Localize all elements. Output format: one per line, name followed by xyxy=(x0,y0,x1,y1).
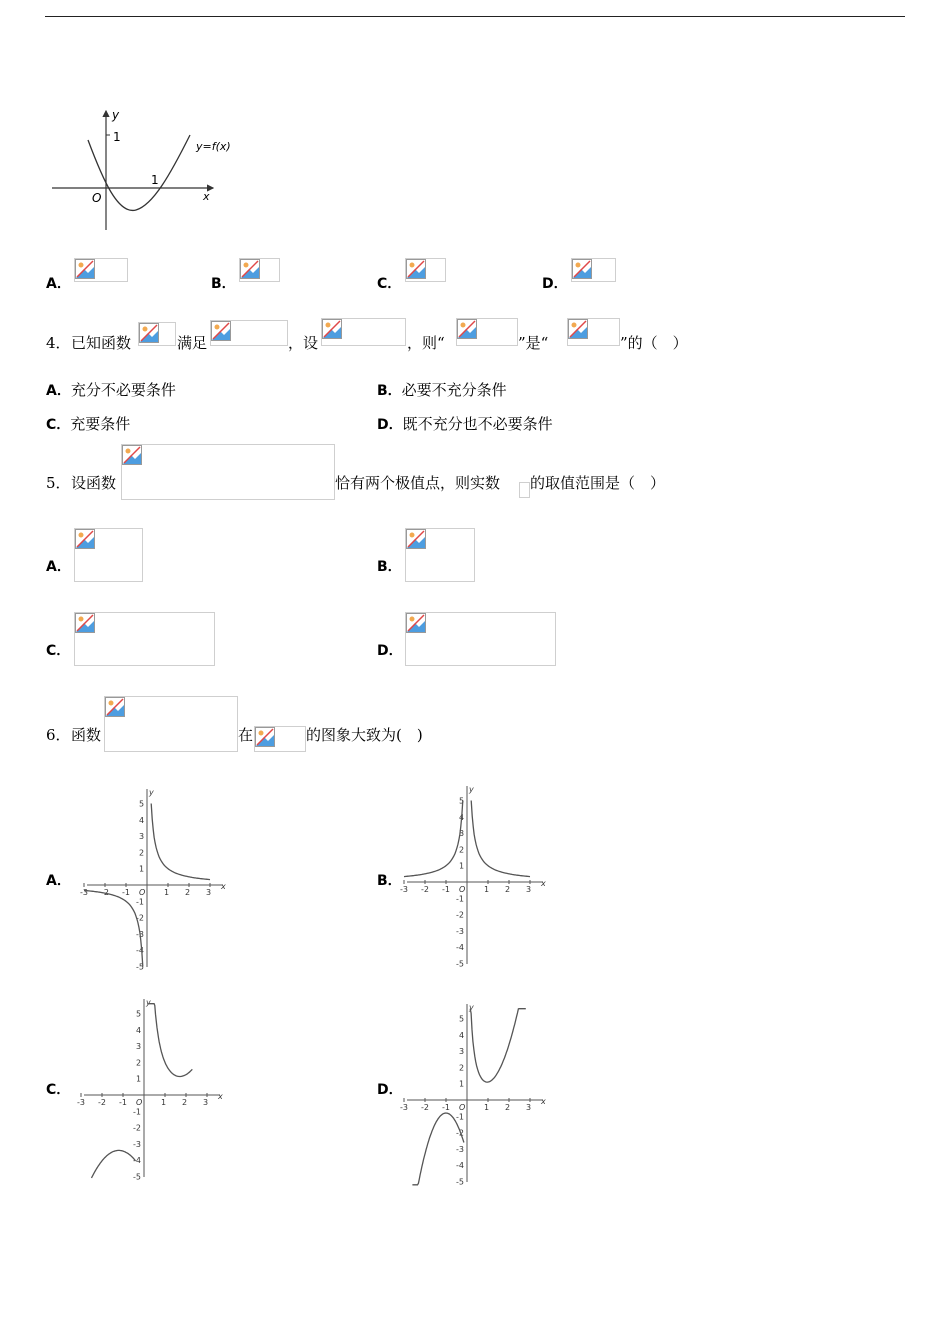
y-tick-label: 2 xyxy=(139,848,145,858)
x-tick-label: 2 xyxy=(185,888,191,897)
q6-option-a-label: A． xyxy=(46,873,71,889)
y-tick-label: -2 xyxy=(456,1128,464,1138)
y-axis-label: y xyxy=(469,1003,474,1012)
x-tick-label: -2 xyxy=(101,888,109,897)
x-tick-label: 1 xyxy=(164,888,170,897)
x-tick-label: -3 xyxy=(80,888,88,897)
y-tick-label: -5 xyxy=(136,962,144,972)
q5-option-c-label: C． xyxy=(46,643,71,659)
broken-image-icon xyxy=(406,259,426,279)
q5-formula-function xyxy=(121,444,335,500)
q3-option-d-label: D． xyxy=(542,276,568,292)
y-tick-label: -5 xyxy=(456,959,464,969)
figure-x-label: x xyxy=(203,190,210,203)
q4-text-6: ”的（ ） xyxy=(620,334,688,352)
y-tick-label: -3 xyxy=(456,926,464,936)
q5-option-a-image xyxy=(74,528,143,582)
q6-option-b-label: B． xyxy=(377,873,402,889)
x-tick-label: -1 xyxy=(122,888,130,897)
q6-formula-interval xyxy=(254,726,306,752)
y-tick-label: 5 xyxy=(459,796,465,806)
curve-branch xyxy=(148,1004,192,1077)
x-axis-label: x xyxy=(541,1097,546,1106)
y-tick-label: 1 xyxy=(136,1074,142,1084)
x-tick-label: 3 xyxy=(526,1103,532,1112)
q6-graph-c xyxy=(77,995,227,1182)
q4-formula-3 xyxy=(321,318,406,346)
y-tick-label: 4 xyxy=(459,1030,465,1040)
y-tick-label: 3 xyxy=(139,832,145,842)
y-tick-label: 5 xyxy=(136,1009,142,1019)
q6-number: 6． xyxy=(46,726,71,744)
q4-number: 4． xyxy=(46,334,71,352)
broken-image-icon xyxy=(105,697,125,717)
x-tick-label: -1 xyxy=(442,1103,450,1112)
origin-label: O xyxy=(459,1103,466,1112)
q5-option-b-label: B． xyxy=(377,559,402,575)
q5-text-1: 设函数 xyxy=(71,474,117,492)
broken-image-icon xyxy=(139,323,159,343)
x-tick-label: -2 xyxy=(98,1098,106,1107)
header-rule xyxy=(45,16,905,17)
q6-text-3: 的图象大致为( ) xyxy=(306,726,423,744)
origin-label: O xyxy=(139,888,146,897)
curve-branch xyxy=(151,804,210,880)
broken-image-icon xyxy=(406,529,426,549)
q6-formula-function xyxy=(104,696,238,752)
y-tick-label: -4 xyxy=(456,943,464,953)
broken-image-icon xyxy=(75,259,95,279)
q3-option-c-image xyxy=(405,258,446,282)
q4-formula-4 xyxy=(456,318,518,346)
q3-option-b-label: B． xyxy=(211,276,236,292)
y-tick-label: -4 xyxy=(456,1161,464,1171)
y-tick-label: 3 xyxy=(459,829,465,839)
q4-formula-1 xyxy=(138,322,176,346)
x-tick-label: 2 xyxy=(505,885,511,894)
y-tick-label: -5 xyxy=(133,1172,141,1182)
broken-image-icon xyxy=(211,321,231,341)
q4-option-b: B．必要不充分条件 xyxy=(377,381,507,399)
x-tick-label: -3 xyxy=(400,1103,408,1112)
broken-image-icon xyxy=(568,319,588,339)
q6-graph-b xyxy=(400,782,550,969)
x-tick-label: -3 xyxy=(77,1098,85,1107)
y-tick-label: -4 xyxy=(133,1156,141,1166)
figure-one-x: 1 xyxy=(151,173,159,187)
broken-image-icon xyxy=(322,319,342,339)
q6-option-d-label: D． xyxy=(377,1082,403,1098)
curve-branch xyxy=(84,888,146,966)
x-tick-label: 2 xyxy=(505,1103,511,1112)
q6-option-c-label: C． xyxy=(46,1082,71,1098)
y-axis-label: y xyxy=(146,998,151,1007)
y-axis-label: y xyxy=(149,788,154,797)
y-tick-label: 5 xyxy=(459,1014,465,1024)
y-tick-label: -1 xyxy=(456,1112,464,1122)
y-tick-label: -2 xyxy=(136,913,144,923)
x-tick-label: -2 xyxy=(421,1103,429,1112)
x-tick-label: 3 xyxy=(206,888,212,897)
y-tick-label: -3 xyxy=(136,929,144,939)
y-tick-label: -3 xyxy=(133,1139,141,1149)
q4-text-1: 已知函数 xyxy=(71,334,132,352)
y-tick-label: 4 xyxy=(139,815,145,825)
q4-option-a: A．充分不必要条件 xyxy=(46,381,176,399)
broken-image-icon xyxy=(240,259,260,279)
y-tick-label: 1 xyxy=(459,861,465,871)
y-tick-label: -2 xyxy=(456,910,464,920)
y-tick-label: 5 xyxy=(139,799,145,809)
q4-text-4: ，则“ xyxy=(407,334,445,352)
q5-option-d-image xyxy=(405,612,556,666)
broken-image-icon xyxy=(572,259,592,279)
x-axis-label: x xyxy=(218,1092,223,1101)
x-tick-label: 2 xyxy=(182,1098,188,1107)
broken-image-icon xyxy=(122,445,142,465)
figure-one-y: 1 xyxy=(113,130,121,144)
q5-formula-a xyxy=(519,482,530,498)
broken-image-icon xyxy=(75,613,95,633)
x-tick-label: -1 xyxy=(442,885,450,894)
broken-image-icon xyxy=(406,613,426,633)
y-tick-label: 2 xyxy=(459,845,465,855)
curve-branch xyxy=(471,801,530,877)
q3-option-a-label: A． xyxy=(46,276,71,292)
y-tick-label: 2 xyxy=(136,1058,142,1068)
x-axis-label: x xyxy=(221,882,226,891)
y-tick-label: -2 xyxy=(133,1123,141,1133)
broken-image-icon xyxy=(457,319,477,339)
x-tick-label: 3 xyxy=(203,1098,209,1107)
y-tick-label: 3 xyxy=(136,1042,142,1052)
origin-label: O xyxy=(459,885,466,894)
x-tick-label: -3 xyxy=(400,885,408,894)
x-tick-label: 1 xyxy=(161,1098,167,1107)
x-tick-label: 1 xyxy=(484,885,490,894)
q5-number: 5． xyxy=(46,474,71,492)
y-tick-label: 4 xyxy=(136,1025,142,1035)
curve-branch xyxy=(92,1150,136,1178)
q4-formula-2 xyxy=(210,320,288,346)
y-tick-label: -1 xyxy=(136,897,144,907)
y-tick-label: -1 xyxy=(456,894,464,904)
x-tick-label: -2 xyxy=(421,885,429,894)
q3-option-d-image xyxy=(571,258,616,282)
x-axis-label: x xyxy=(541,879,546,888)
figure-f-graph xyxy=(48,105,248,235)
figure-y-label: y xyxy=(112,108,120,122)
q3-option-a-image xyxy=(74,258,128,282)
y-tick-label: -3 xyxy=(456,1144,464,1154)
y-tick-label: 1 xyxy=(139,864,145,874)
origin-label: O xyxy=(136,1098,143,1107)
y-tick-label: -5 xyxy=(456,1177,464,1187)
q5-text-2: 恰有两个极值点，则实数 xyxy=(335,474,501,492)
figure-origin: O xyxy=(92,191,102,205)
q5-text-3: 的取值范围是（ ） xyxy=(530,474,666,492)
q5-option-b-image xyxy=(405,528,475,582)
x-tick-label: 1 xyxy=(484,1103,490,1112)
q6-graph-d xyxy=(400,1000,550,1187)
y-tick-label: 4 xyxy=(459,812,465,822)
q4-text-2: 满足 xyxy=(177,334,208,352)
x-tick-label: 3 xyxy=(526,885,532,894)
y-tick-label: -1 xyxy=(133,1107,141,1117)
q4-option-c: C．充要条件 xyxy=(46,415,131,433)
q4-text-5: ”是“ xyxy=(518,334,549,352)
curve-branch xyxy=(404,801,463,877)
q3-option-b-image xyxy=(239,258,280,282)
q4-text-3: ，设 xyxy=(288,334,319,352)
broken-image-icon xyxy=(75,529,95,549)
q5-option-c-image xyxy=(74,612,215,666)
q6-text-1: 函数 xyxy=(71,726,102,744)
q5-option-d-label: D． xyxy=(377,643,403,659)
figure-curve-label: y=f(x) xyxy=(196,140,231,153)
q6-graph-a xyxy=(80,785,230,972)
y-axis-label: y xyxy=(469,785,474,794)
broken-image-icon xyxy=(255,727,275,747)
y-tick-label: -4 xyxy=(136,946,144,956)
y-tick-label: 3 xyxy=(459,1047,465,1057)
q5-option-a-label: A． xyxy=(46,559,71,575)
q3-option-c-label: C． xyxy=(377,276,402,292)
y-tick-label: 1 xyxy=(459,1079,465,1089)
q4-formula-5 xyxy=(567,318,620,346)
x-tick-label: -1 xyxy=(119,1098,127,1107)
q6-text-2: 在 xyxy=(238,726,254,744)
y-tick-label: 2 xyxy=(459,1063,465,1073)
curve-branch xyxy=(470,1009,526,1082)
q4-option-d: D．既不充分也不必要条件 xyxy=(377,415,553,433)
